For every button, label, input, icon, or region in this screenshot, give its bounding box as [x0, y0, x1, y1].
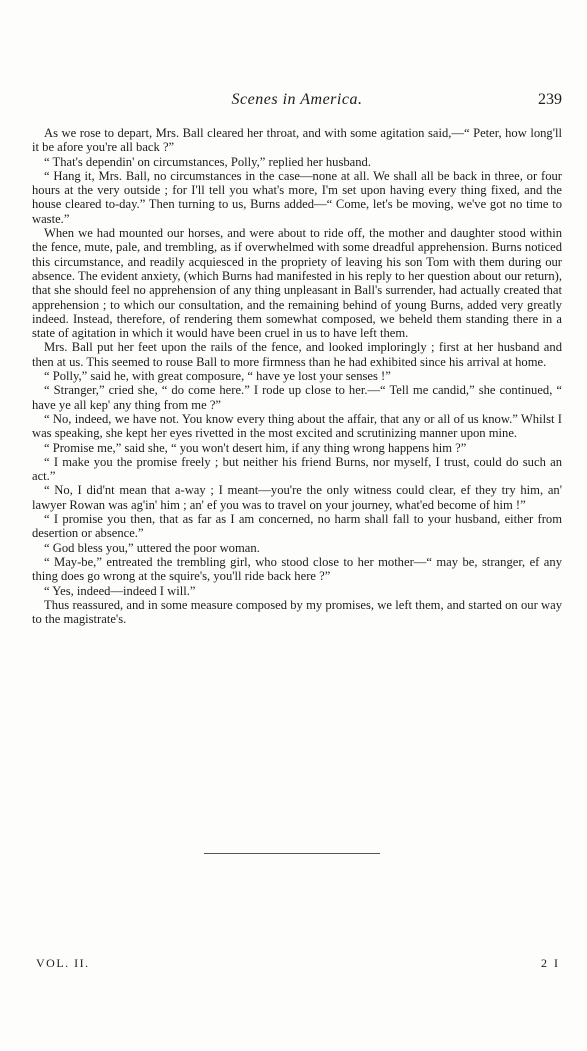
paragraph: “ God bless you,” uttered the poor woman. — [44, 540, 260, 555]
paragraph: “ Polly,” said he, with great composure, “ have ye lost your senses !” — [44, 369, 391, 384]
signature-mark: 2 I — [541, 956, 560, 970]
page-number: 239 — [538, 91, 562, 108]
body-text — [32, 126, 562, 626]
paragraph: When we had mounted our horses, and were about to ride off, the mother and daughter stood within the fence, mute, pale, and trembling, as if overwhelmed with some dreadful apprehension. Burns noticed this circumstance, and readily acquiesced in the propriety of leaving his son Tom with them during our absence. The evident anxiety, (which Burns had manifested in his reply to her question about our return), that she should feel no apprehension of any thing unpleasant in Ball's surrender, had actually created that apprehension ; to which our consultation, and the remaining behind of young Burns, added very greatly indeed. Instead, therefore, of rendering them somewhat composed, we beheld them standing there in a state of agitation in which it would have been cruel in us to have left them. — [32, 226, 562, 341]
running-title: Scenes in America. — [231, 91, 363, 108]
paragraph: “ Stranger,” cried she, “ do come here.” I rode up close to her.—“ Tell me candid,” she continued, “ have ye all kep' any thing from me ?” — [32, 383, 562, 412]
paragraph: “ Yes, indeed—indeed I will.” — [44, 583, 196, 598]
paragraph: Thus reassured, and in some measure composed by my promises, we left them, and started on our way to the magistrate's. — [32, 597, 562, 627]
paragraph: As we rose to depart, Mrs. Ball cleared her throat, and with some agitation said,—“ Peter, how long'll it be afore you're all back ?” — [32, 126, 562, 155]
page-header — [32, 91, 562, 113]
paragraph: “ That's dependin' on circumstances, Polly,” replied her husband. — [44, 154, 371, 169]
paragraph: Mrs. Ball put her feet upon the rails of the fence, and looked imploringly ; first at her husband and then at us. This seemed to rouse Ball to more firmness than he had exhibited since his arrival at home. — [32, 340, 562, 369]
paragraph: “ No, I did'nt mean that a-way ; I meant—you're the only witness could clear, ef they try him, an' lawyer Rowan was ag'in' him ; an' ef you was to travel on your journey, what'ed become of him !” — [32, 483, 562, 512]
paragraph: “ I promise you then, that as far as I am concerned, no harm shall fall to your husband, either from desertion or absence.” — [32, 512, 562, 541]
page-footer — [36, 956, 560, 974]
section-divider — [204, 853, 380, 854]
paragraph: “ May-be,” entreated the trembling girl, who stood close to her mother—“ may be, stranger, ef any thing does go wrong at the squire's, you'll ride back here ?” — [32, 554, 562, 584]
paragraph: “ No, indeed, we have not. You know every thing about the affair, that any or all of us know.” Whilst I was speaking, she kept her eyes rivetted in the most excited and scrutinizing manner upon mine. — [32, 411, 562, 441]
paragraph: “ I make you the promise freely ; but neither his friend Burns, nor myself, I trust, could do such an act.” — [32, 454, 562, 484]
volume-label: VOL. II. — [36, 956, 90, 970]
paragraph: “ Promise me,” said she, “ you won't desert him, if any thing wrong happens him ?” — [44, 440, 467, 455]
paragraph: “ Hang it, Mrs. Ball, no circumstances in the case—none at all. We shall all be back in three, or four hours at the very outside ; for I'll tell you what's more, I'm set upon having every thing fixed, and the house cleared to-day.” Then turning to us, Burns added—“ Come, let's be moving, we've got no time to waste.” — [32, 168, 562, 226]
